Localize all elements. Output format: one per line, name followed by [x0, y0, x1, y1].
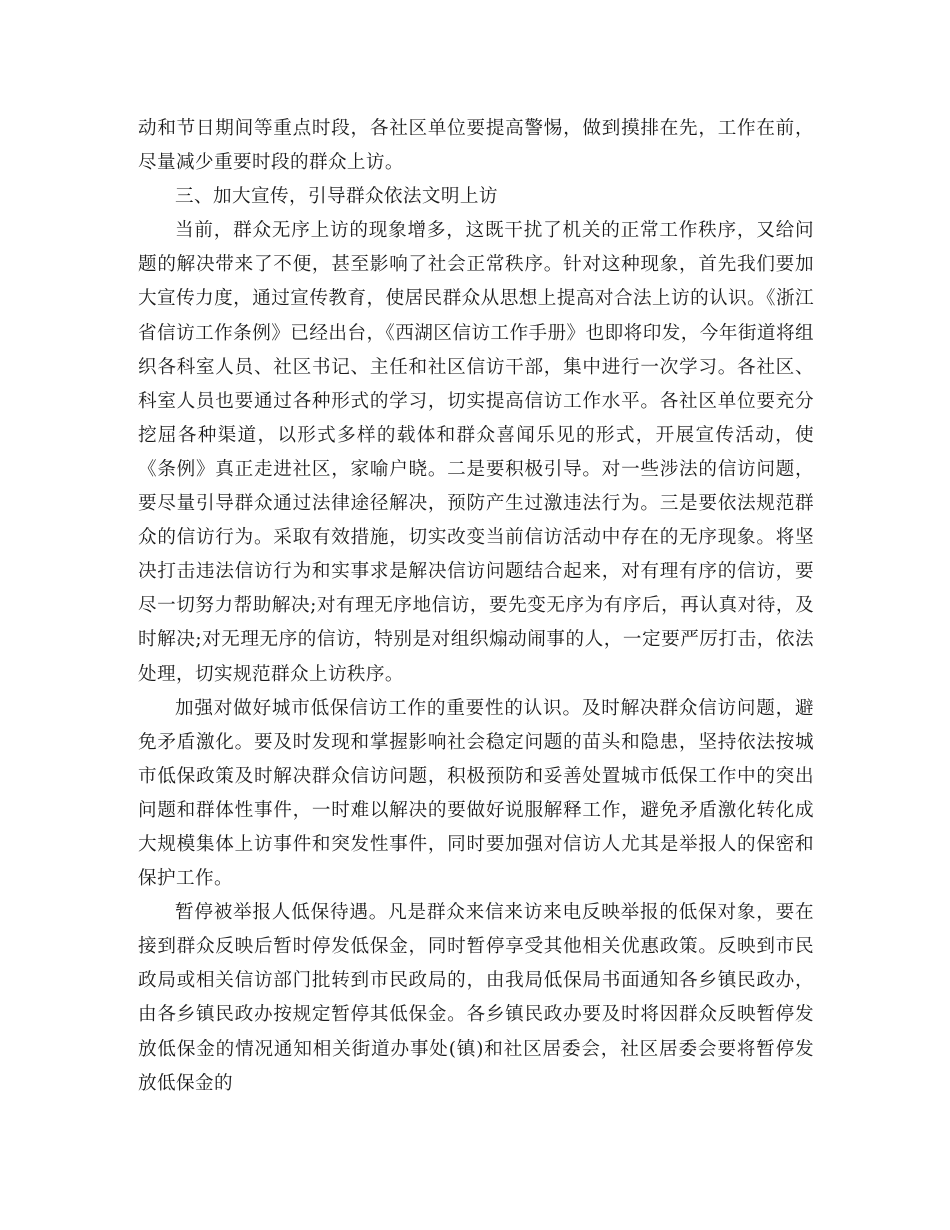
paragraph-suspension: 暂停被举报人低保待遇。凡是群众来信来访来电反映举报的低保对象，要在接到群众反映后暂时停发低保金，同时暂停享受其他相关优惠政策。反映到市民政局或相关信访部门批转到市民政局的，由我局低保局书面通知各乡镇民政办，由各乡镇民政办按规定暂停其低保金。各乡镇民政办要及时将因群众反映暂停发放低保金的情况通知相关街道办事处(镇)和社区居委会，社区居委会要将暂停发放低保金的	[138, 902, 814, 1094]
section-heading: 三、加大宣传，引导群众依法文明上访	[175, 186, 498, 208]
paragraph-awareness: 加强对做好城市低保信访工作的重要性的认识。及时解决群众信访问题，避免矛盾激化。要及时发现和掌握影响社会稳定问题的苗头和隐患，坚持依法按城市低保政策及时解决群众信访问题，积极预防和妥善处置城市低保工作中的突出问题和群体性事件，一时难以解决的要做好说服解释工作，避免矛盾激化转化成大规模集体上访事件和突发性事件，同时要加强对信访人尤其是举报人的保密和保护工作。	[138, 697, 814, 890]
paragraph-publicity: 当前，群众无序上访的现象增多，这既干扰了机关的正常工作秩序，又给问题的解决带来了不便，甚至影响了社会正常秩序。针对这种现象，首先我们要加大宣传力度，通过宣传教育，使居民群众从思想上提高对合法上访的认识。《浙江省信访工作条例》已经出台，《西湖区信访工作手册》也即将印发，今年街道将组织各科室人员、社区书记、主任和社区信访干部，集中进行一次学习。各社区、科室人员也要通过各种形式的学习，切实提高信访工作水平。各社区单位要充分挖屈各种渠道，以形式多样的载体和群众喜闻乐见的形式，开展宣传活动，使《条例》真正走进社区，家喻户晓。二是要积极引导。对一些涉法的信访问题，要尽量引导群众通过法律途径解决，预防产生过激违法行为。三是要依法规范群众的信访行为。采取有效措施，切实改变当前信访活动中存在的无序现象。将坚决打击违法信访行为和实事求是解决信访问题结合起来，对有理有序的信访，要尽一切努力帮助解决;对有理无序地信访，要先变无序为有序后，再认真对待，及时解决;对无理无序的信访，特别是对组织煽动闹事的人，一定要严厉打击，依法处理，切实规范群众上访秩序。	[138, 220, 814, 685]
paragraph-continuation: 动和节日期间等重点时段，各社区单位要提高警惕，做到摸排在先，工作在前，尽量减少重要时段的群众上访。	[138, 118, 814, 174]
document-page	[138, 112, 814, 1101]
